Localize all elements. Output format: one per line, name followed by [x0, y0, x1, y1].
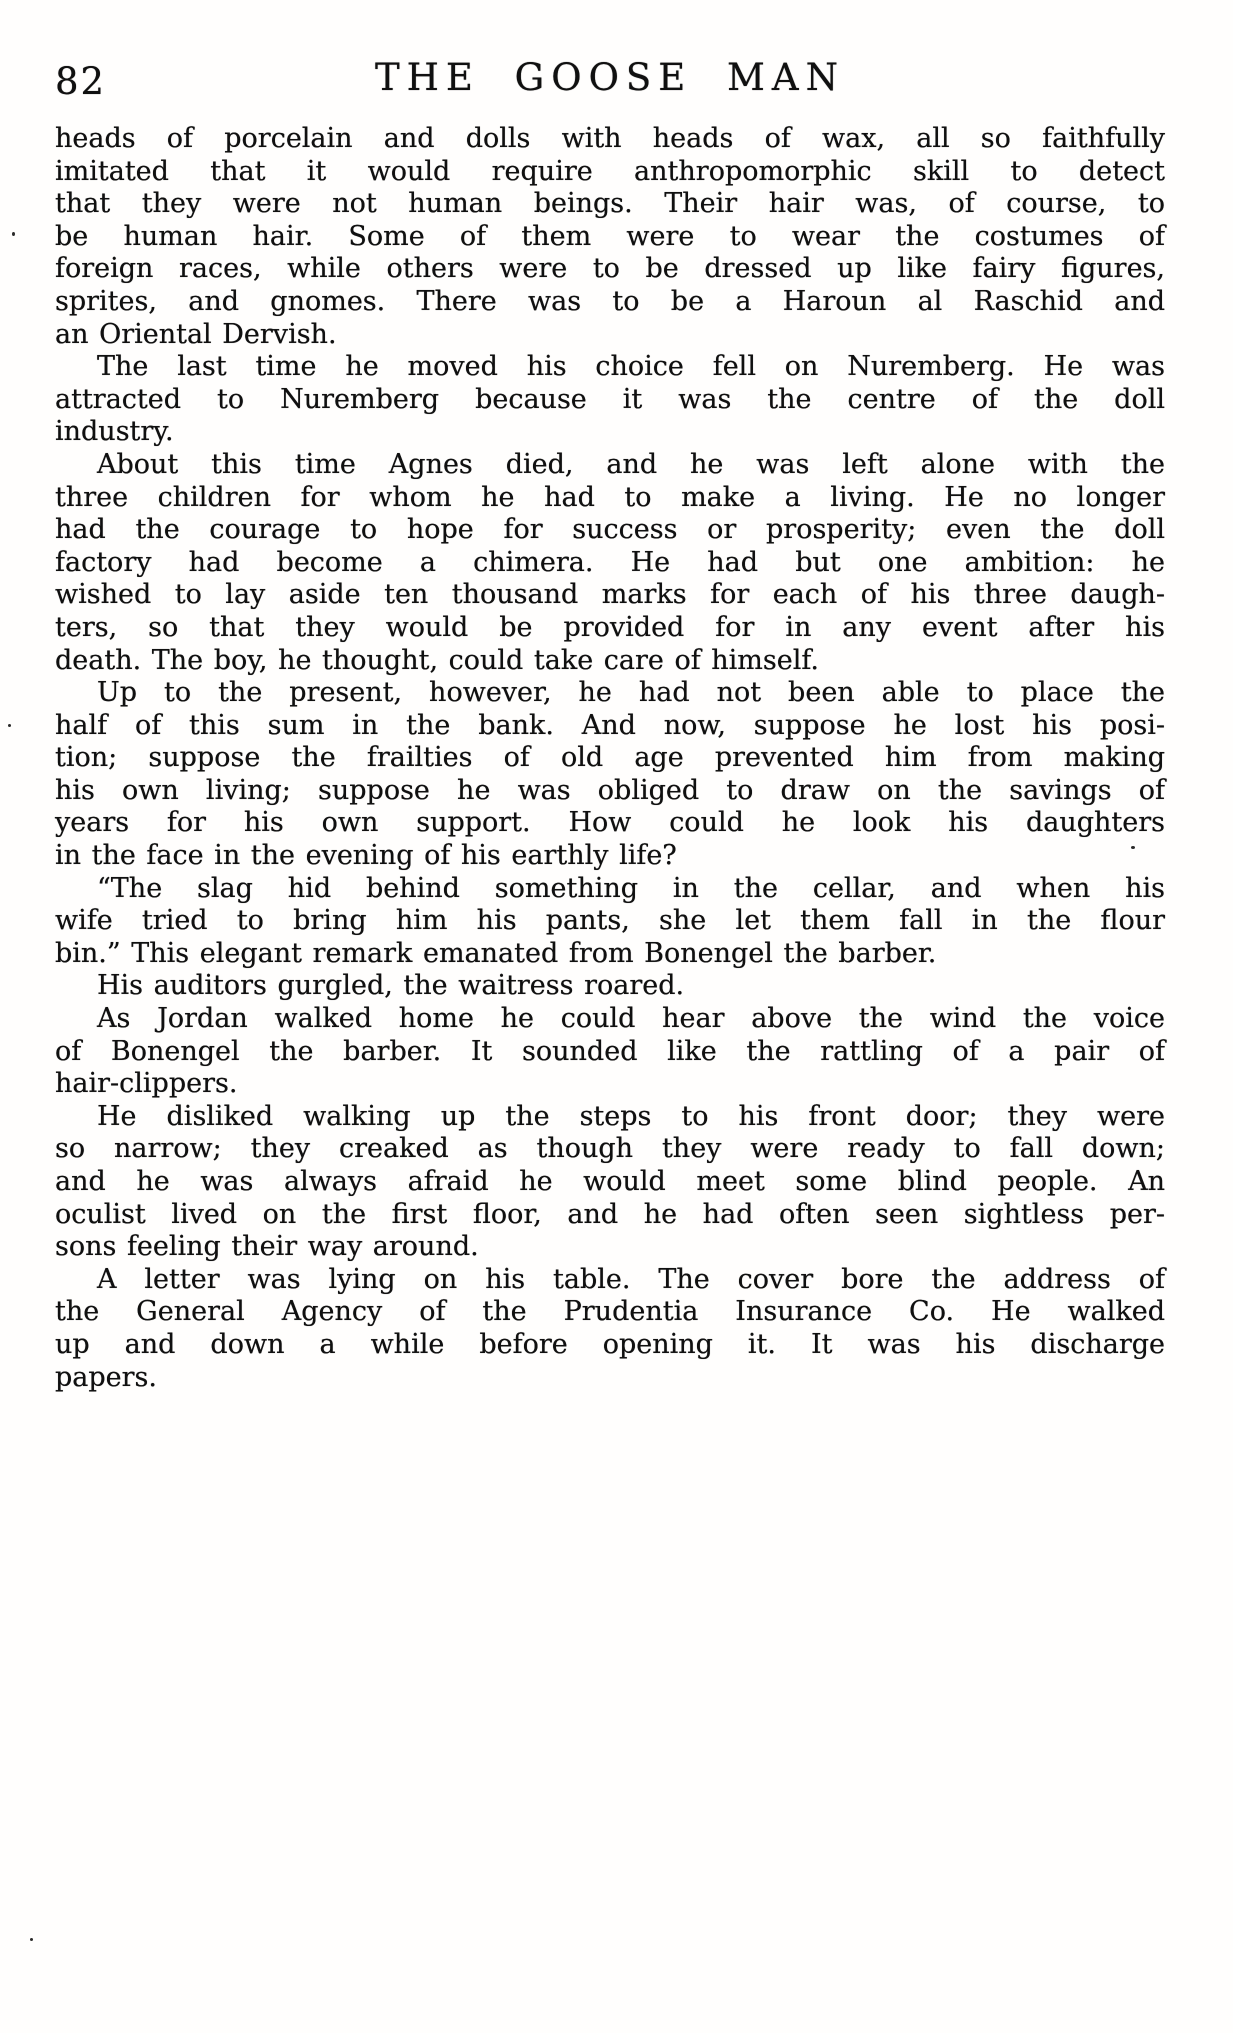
paragraph [55, 449, 1165, 677]
text-line: death. The boy, he thought, could take care of himself. [55, 644, 819, 676]
text-line: heads of porcelain and dolls with heads of wax, all so faithfully [55, 123, 1165, 154]
paragraph [55, 1264, 1165, 1394]
text-line: The last time he moved his choice fell on Nuremberg. He was [97, 351, 1165, 383]
scan-speck [12, 232, 15, 236]
paragraph [55, 1101, 1165, 1264]
text-line: half of this sum in the bank. And now, suppose he lost his posi- [55, 709, 1165, 741]
text-line: A letter was lying on his table. The cover bore the address of [97, 1263, 1165, 1295]
paragraph [55, 123, 1165, 351]
scan-speck [8, 724, 11, 727]
text-line: attracted to Nuremberg because it was the centre of the doll [55, 383, 1165, 415]
text-line: hair-clippers. [55, 1068, 238, 1100]
page-number: 82 [55, 60, 107, 103]
scan-speck [30, 1938, 33, 1941]
text-line: that they were not human beings. Their hair was, of course, to [55, 188, 1165, 220]
text-line: and he was always afraid he would meet some blind people. An [55, 1166, 1165, 1197]
text-line: foreign races, while others were to be dressed up like fairy figures, [55, 253, 1165, 285]
text-line: three children for whom he had to make a living. He no longer [55, 481, 1165, 513]
paragraph [55, 351, 1165, 449]
text-line: in the face in the evening of his earthly life? [55, 840, 677, 872]
running-title: THE GOOSE MAN [374, 56, 846, 99]
text-line: sprites, and gnomes. There was to be a Haroun al Raschid and [55, 285, 1165, 317]
text-line: of Bonengel the barber. It sounded like the rattling of a pair of [55, 1035, 1165, 1067]
paragraph [55, 970, 1165, 1003]
text-line: wished to lay aside ten thousand marks for each of his three daugh- [55, 579, 1165, 611]
text-line: factory had become a chimera. He had but one ambition: he [55, 546, 1165, 578]
text-line: papers. [55, 1361, 157, 1393]
text-line: oculist lived on the first floor, and he had often seen sightless per- [55, 1198, 1165, 1230]
text-line: tion; suppose the frailties of old age prevented him from making [55, 742, 1165, 774]
text-line: He disliked walking up the steps to his front door; they were [97, 1100, 1165, 1132]
text-line: sons feeling their way around. [55, 1231, 479, 1263]
paragraph [55, 677, 1165, 873]
paragraph [55, 1003, 1165, 1101]
scan-speck [1131, 846, 1135, 849]
page-text [55, 123, 1165, 1394]
text-line: an Oriental Dervish. [55, 318, 337, 350]
text-line: Up to the present, however, he had not been able to place the [97, 677, 1165, 709]
text-line: As Jordan walked home he could hear above the wind the voice [97, 1003, 1165, 1035]
text-line: ters, so that they would be provided for in any event after his [55, 611, 1165, 643]
text-line: bin.” This elegant remark emanated from Bonengel the barber. [55, 937, 937, 969]
text-line: had the courage to hope for success or prosperity; even the doll [55, 514, 1165, 546]
text-line: industry. [55, 416, 174, 448]
text-line: his own living; suppose he was obliged to draw on the savings of [55, 774, 1165, 806]
text-line: so narrow; they creaked as though they were ready to fall down; [55, 1133, 1165, 1165]
text-line: imitated that it would require anthropomorphic skill to detect [55, 155, 1165, 187]
text-line: His auditors gurgled, the waitress roared. [97, 970, 685, 1002]
page-header [55, 56, 1165, 108]
text-line: be human hair. Some of them were to wear the costumes of [55, 220, 1165, 252]
paragraph [55, 873, 1165, 971]
text-line: the General Agency of the Prudentia Insurance Co. He walked [55, 1296, 1165, 1328]
text-line: up and down a while before opening it. It was his discharge [55, 1328, 1165, 1360]
text-line: “The slag hid behind something in the cellar, and when his [97, 872, 1165, 904]
text-line: years for his own support. How could he look his daughters [55, 807, 1165, 839]
text-line: wife tried to bring him his pants, she let them fall in the flour [55, 905, 1165, 937]
text-line: About this time Agnes died, and he was left alone with the [97, 448, 1165, 480]
